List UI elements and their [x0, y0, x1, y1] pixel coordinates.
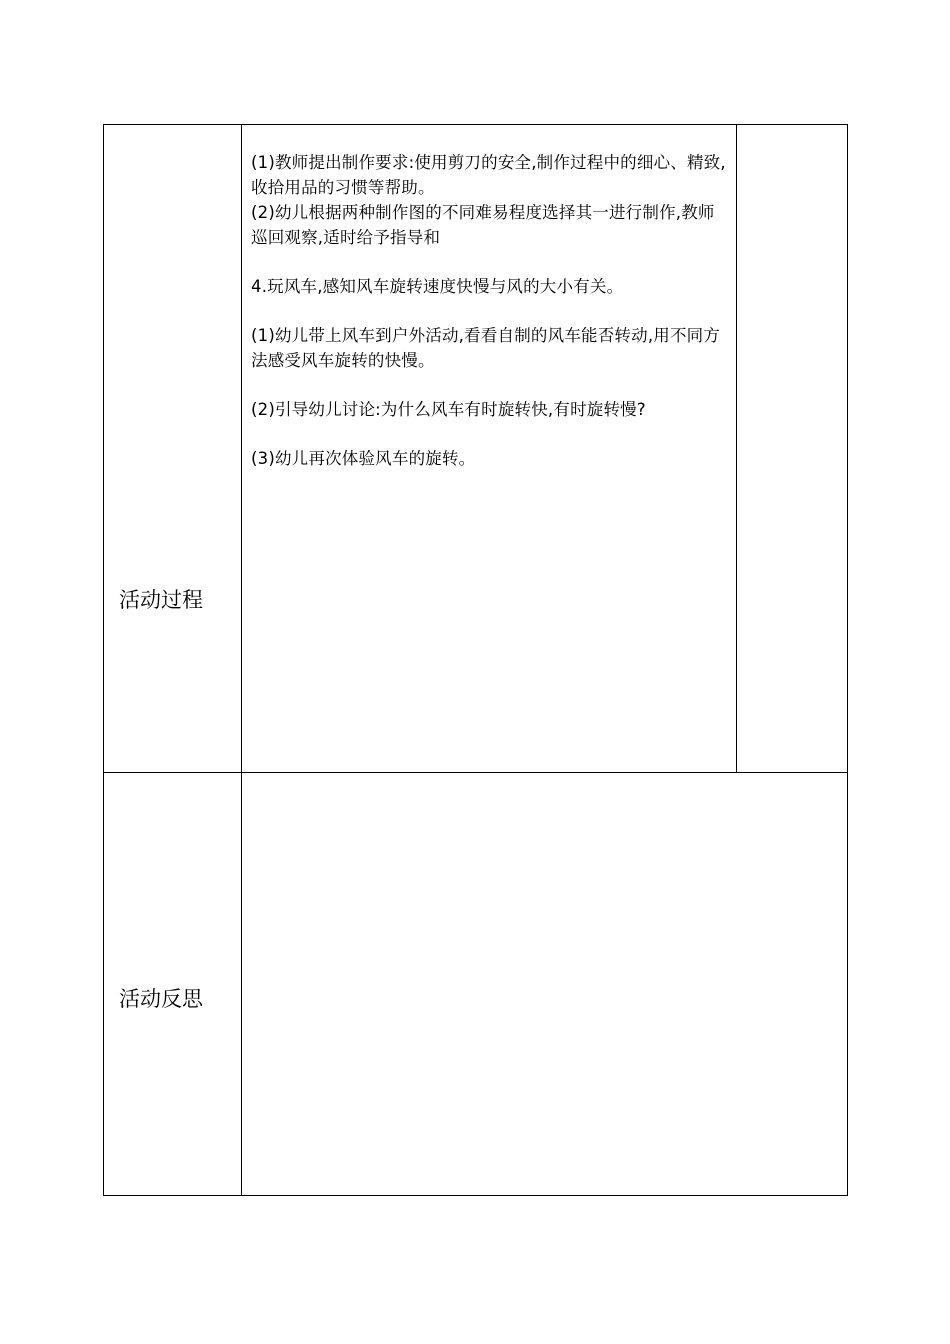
activity-reflection-content — [242, 773, 847, 1195]
process-section-4-step-1: (1)幼儿带上风车到户外活动,看看自制的风车能否转动,用不同方法感受风车旋转的快慢。 — [251, 326, 721, 370]
activity-process-row — [104, 125, 847, 773]
process-step-1: (1)教师提出制作要求:使用剪刀的安全,制作过程中的细心、精致,收拾用品的习惯等帮助。 — [251, 153, 726, 197]
process-step-2: (2)幼儿根据两种制作图的不同难易程度选择其一进行制作,教师巡回观察,适时给予指导和 — [251, 203, 715, 247]
activity-process-blank-cell — [737, 125, 847, 772]
activity-process-label: 活动过程 — [119, 588, 203, 612]
activity-process-label-cell — [104, 125, 242, 772]
process-section-4-step-3: (3)幼儿再次体验风车的旋转。 — [251, 449, 476, 468]
activity-reflection-label: 活动反思 — [119, 987, 203, 1011]
lesson-plan-table — [103, 124, 848, 1196]
process-section-4-step-2: (2)引导幼儿讨论:为什么风车有时旋转快,有时旋转慢? — [251, 400, 646, 419]
activity-reflection-row — [104, 773, 847, 1195]
activity-reflection-label-cell — [104, 773, 242, 1195]
process-section-4-heading: 4.玩风车,感知风车旋转速度快慢与风的大小有关。 — [251, 277, 624, 296]
activity-process-content — [242, 125, 737, 772]
